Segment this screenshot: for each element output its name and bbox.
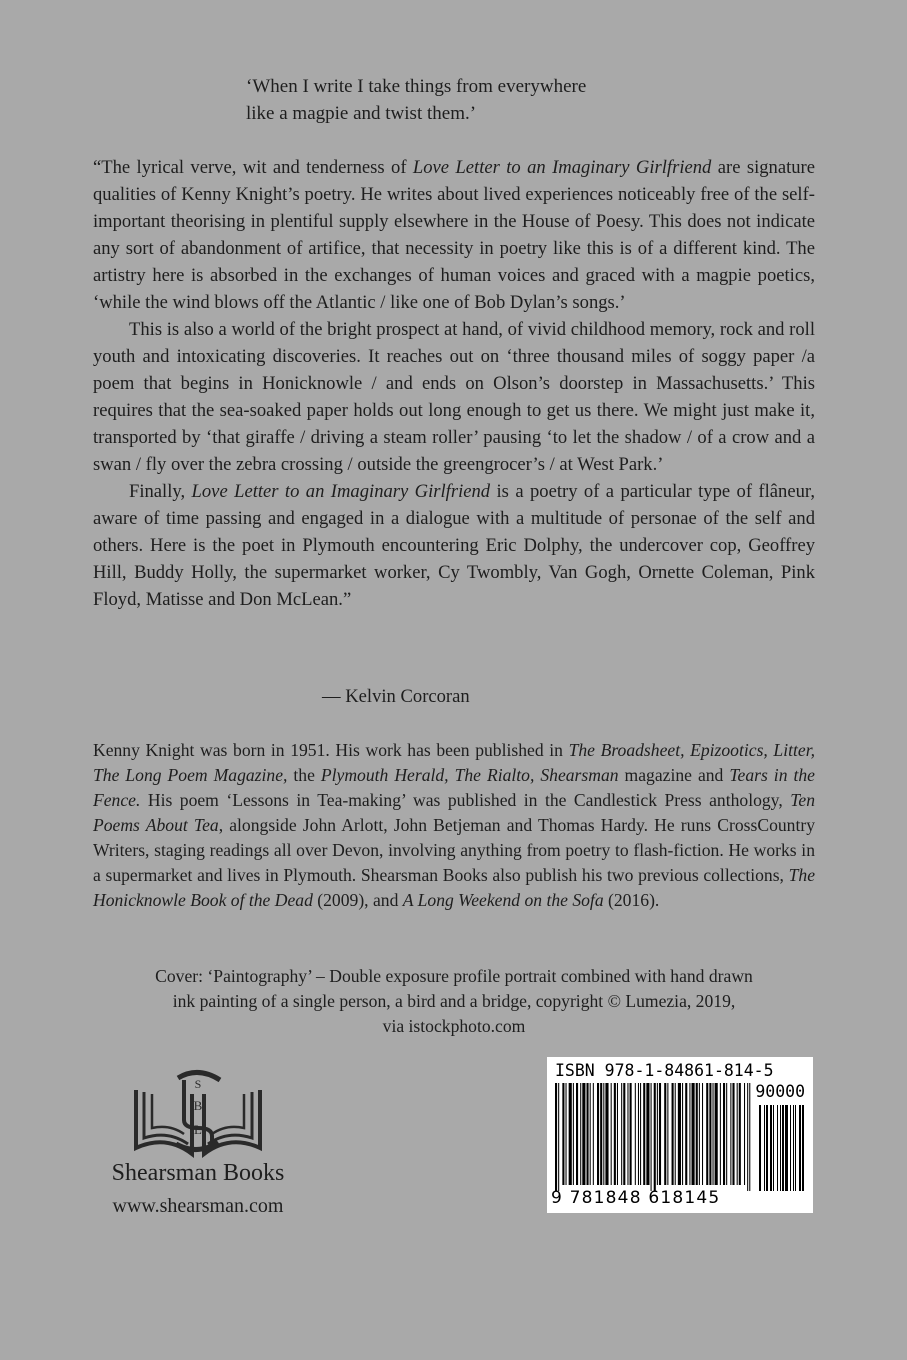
barcode-bar — [611, 1083, 612, 1185]
barcode-bar — [558, 1083, 559, 1191]
barcode-bar — [600, 1083, 602, 1185]
addon-bar — [777, 1105, 778, 1191]
addon-bar — [773, 1105, 774, 1191]
addon-bar — [759, 1105, 761, 1191]
barcode-bar — [593, 1083, 594, 1185]
epigraph-line-2: like a magpie and twist them.’ — [246, 103, 477, 124]
text-run: This is also a world of the bright prospect at hand, of vivid childhood memory, rock and roll youth and intoxicating discoveries. It reaches out on ‘three thousand miles of soggy paper /a poem that begins in Honicknowle / and ends on Olson’s doorstep in Massachusetts.’ This requires that the sea-soaked paper holds out long enough to get us there. We might just make it, transported by ‘that giraffe / driving a steam roller’ pausing ‘to let the shadow / of a crow and a swan / fly over the zebra crossing / outside the greengrocer’s / at West Park.’ — [93, 319, 815, 475]
barcode-bar — [685, 1083, 687, 1185]
cover-credit-line-2: ink painting of a single person, a bird and a bridge, copyright © Lumezia, 2019, — [172, 991, 736, 1011]
italic-title: The Honicknowle Book of the Dead — [93, 865, 815, 910]
logo-letter-s: S — [194, 1077, 202, 1091]
addon-bar — [785, 1105, 788, 1191]
barcode-bar — [689, 1083, 690, 1185]
barcode-bar — [744, 1083, 745, 1185]
cover-credit — [93, 964, 815, 1039]
barcode-bar — [702, 1083, 703, 1185]
barcode-bar — [737, 1083, 738, 1185]
barcode-bar — [667, 1083, 668, 1185]
barcode-bar — [566, 1083, 567, 1185]
barcode-bar — [723, 1083, 725, 1185]
blurb-paragraph-1 — [93, 154, 815, 316]
barcode-bar — [643, 1083, 645, 1185]
barcode-bar — [603, 1083, 604, 1185]
barcode-bar — [672, 1083, 674, 1185]
review-blurb — [93, 154, 815, 613]
ean-digits: 9 781848 618145 — [551, 1188, 721, 1208]
text-run: are signature qualities of Kenny Knight’s poetry. He writes about lived experiences noticeably free of the self-important theorising in plentiful supply elsewhere in the House of Poesy. This does not indicate any sort of abandonment of artifice, that necessity in poetry like this is of a different kind. The artistry here is absorbed in the exchanges of human voices and graced with a magpie poetics, ‘while the wind blows off the Atlantic / like one of Bob Dylan’s songs.’ — [93, 157, 815, 313]
text-run: “The lyrical verve, wit and tenderness of — [93, 157, 413, 178]
text-run: the — [287, 765, 321, 785]
publisher-name: Shearsman Books — [111, 1160, 285, 1186]
barcode-bar — [627, 1083, 628, 1185]
barcode-bar — [587, 1083, 589, 1185]
addon-bar — [782, 1105, 784, 1191]
barcode-bar — [692, 1083, 695, 1185]
barcode-bar — [659, 1083, 661, 1185]
barcode-bar — [713, 1083, 714, 1185]
italic-title: Love Letter to an Imaginary Girlfriend — [412, 157, 712, 178]
barcode-bar — [654, 1083, 656, 1191]
barcode-bar — [640, 1083, 641, 1185]
text-run: Finally, — [129, 481, 192, 502]
barcode-bar — [747, 1083, 748, 1191]
barcode-bar — [720, 1083, 721, 1185]
addon-bar — [802, 1105, 804, 1191]
barcode-bar — [573, 1083, 574, 1185]
barcode-bar — [646, 1083, 649, 1185]
addon-bar — [766, 1105, 768, 1191]
text-run: , alongside John Arlott, John Betjeman and Thomas Hardy. He runs CrossCountry Writers, staging readings all over Devon, involving anything from poetry to flash-fiction. He works in a supermarket and lives in Plymouth. Shearsman Books also publish his two previous collections, — [93, 815, 815, 885]
barcode-bar — [709, 1083, 711, 1185]
cover-credit-line-3: via istockphoto.com — [382, 1016, 526, 1036]
epigraph-quote — [246, 73, 706, 127]
cover-credit-line-1: Cover: ‘Paintography’ – Double exposure profile portrait combined with hand drawn — [155, 966, 753, 986]
barcode-bar — [635, 1083, 636, 1185]
addon-bar — [795, 1105, 796, 1191]
text-run: (2009), and — [312, 890, 403, 910]
italic-title: Tears in the Fence. — [93, 765, 815, 810]
publisher-logo — [128, 1068, 268, 1160]
price-code: 90000 — [755, 1082, 805, 1101]
blurb-paragraph-3 — [93, 478, 815, 613]
barcode-bar — [590, 1083, 591, 1185]
barcode-bar — [605, 1083, 608, 1185]
italic-title: Plymouth Herald, The Rialto, Shearsman — [320, 765, 619, 785]
text-run: Kenny Knight was born in 1951. His work has been published in — [93, 740, 569, 760]
barcode-bar — [614, 1083, 616, 1185]
text-run: His poem ‘Lessons in Tea-making’ was published in the Candlestick Press anthology, — [140, 790, 791, 810]
barcode-bar — [732, 1083, 734, 1185]
addon-bar — [770, 1105, 772, 1191]
barcode-bar — [739, 1083, 741, 1185]
barcode-bar — [580, 1083, 581, 1185]
addon-bar — [764, 1105, 765, 1191]
addon-bar — [793, 1105, 794, 1191]
barcode-bar — [699, 1083, 700, 1185]
barcode-bar — [582, 1083, 585, 1185]
logo-letter-b: B — [193, 1098, 203, 1113]
barcode-bar — [562, 1083, 564, 1185]
barcode-bar — [651, 1083, 652, 1191]
italic-title: A Long Weekend on the Sofa — [402, 890, 604, 910]
author-bio-text — [93, 738, 815, 913]
barcode-bar — [675, 1083, 676, 1185]
barcode-bar — [726, 1083, 727, 1185]
italic-title: Ten Poems About Tea — [93, 790, 815, 835]
barcode-bar — [617, 1083, 618, 1185]
isbn-label: ISBN 978-1-84861-814-5 — [555, 1061, 774, 1080]
addon-bar — [780, 1105, 781, 1191]
publisher-url: www.shearsman.com — [112, 1195, 284, 1217]
blurb-paragraph-2 — [93, 316, 815, 478]
barcode-bar — [730, 1083, 731, 1185]
barcode-bar — [749, 1083, 750, 1191]
barcode-bar — [706, 1083, 708, 1185]
barcode-bar — [630, 1083, 632, 1185]
logo-letter-l: L — [194, 1122, 202, 1137]
text-run: magazine and — [618, 765, 730, 785]
addon-bar — [799, 1105, 801, 1191]
barcode-bar — [678, 1083, 681, 1185]
barcode-bar — [715, 1083, 718, 1185]
barcode-bar — [696, 1083, 698, 1185]
isbn-barcode — [547, 1057, 813, 1213]
barcode-bar — [682, 1083, 683, 1185]
barcode-bar — [621, 1083, 622, 1185]
italic-title: The Broadsheet, Epizootics, Litter, The Long Poem Magazine, — [93, 740, 815, 785]
barcode-bar — [638, 1083, 639, 1185]
barcode-bar — [664, 1083, 666, 1185]
text-run: is a poetry of a particular type of flâneur, aware of time passing and engaged in a dialogue with a multitude of personae of the self and others. Here is the poet in Plymouth encountering Eric Dolphy, the undercover cop, Geoffrey Hill, Buddy Holly, the supermarket worker, Cy Twombly, Van Gogh, Ornette Coleman, Pink Floyd, Matisse and Don McLean.” — [93, 481, 815, 610]
blurb-attribution: — Kelvin Corcoran — [322, 686, 470, 707]
addon-bar — [790, 1105, 791, 1191]
text-run: (2016). — [603, 890, 660, 910]
barcode-bar — [597, 1083, 599, 1185]
barcode-bar — [555, 1083, 557, 1191]
italic-title: Love Letter to an Imaginary Girlfriend — [191, 481, 491, 502]
barcode-bar — [569, 1083, 572, 1185]
author-bio — [93, 738, 815, 913]
barcode-bar — [576, 1083, 578, 1185]
barcode-bar — [657, 1083, 658, 1185]
epigraph-line-1: ‘When I write I take things from everywhere — [246, 76, 587, 97]
barcode-bar — [623, 1083, 625, 1185]
